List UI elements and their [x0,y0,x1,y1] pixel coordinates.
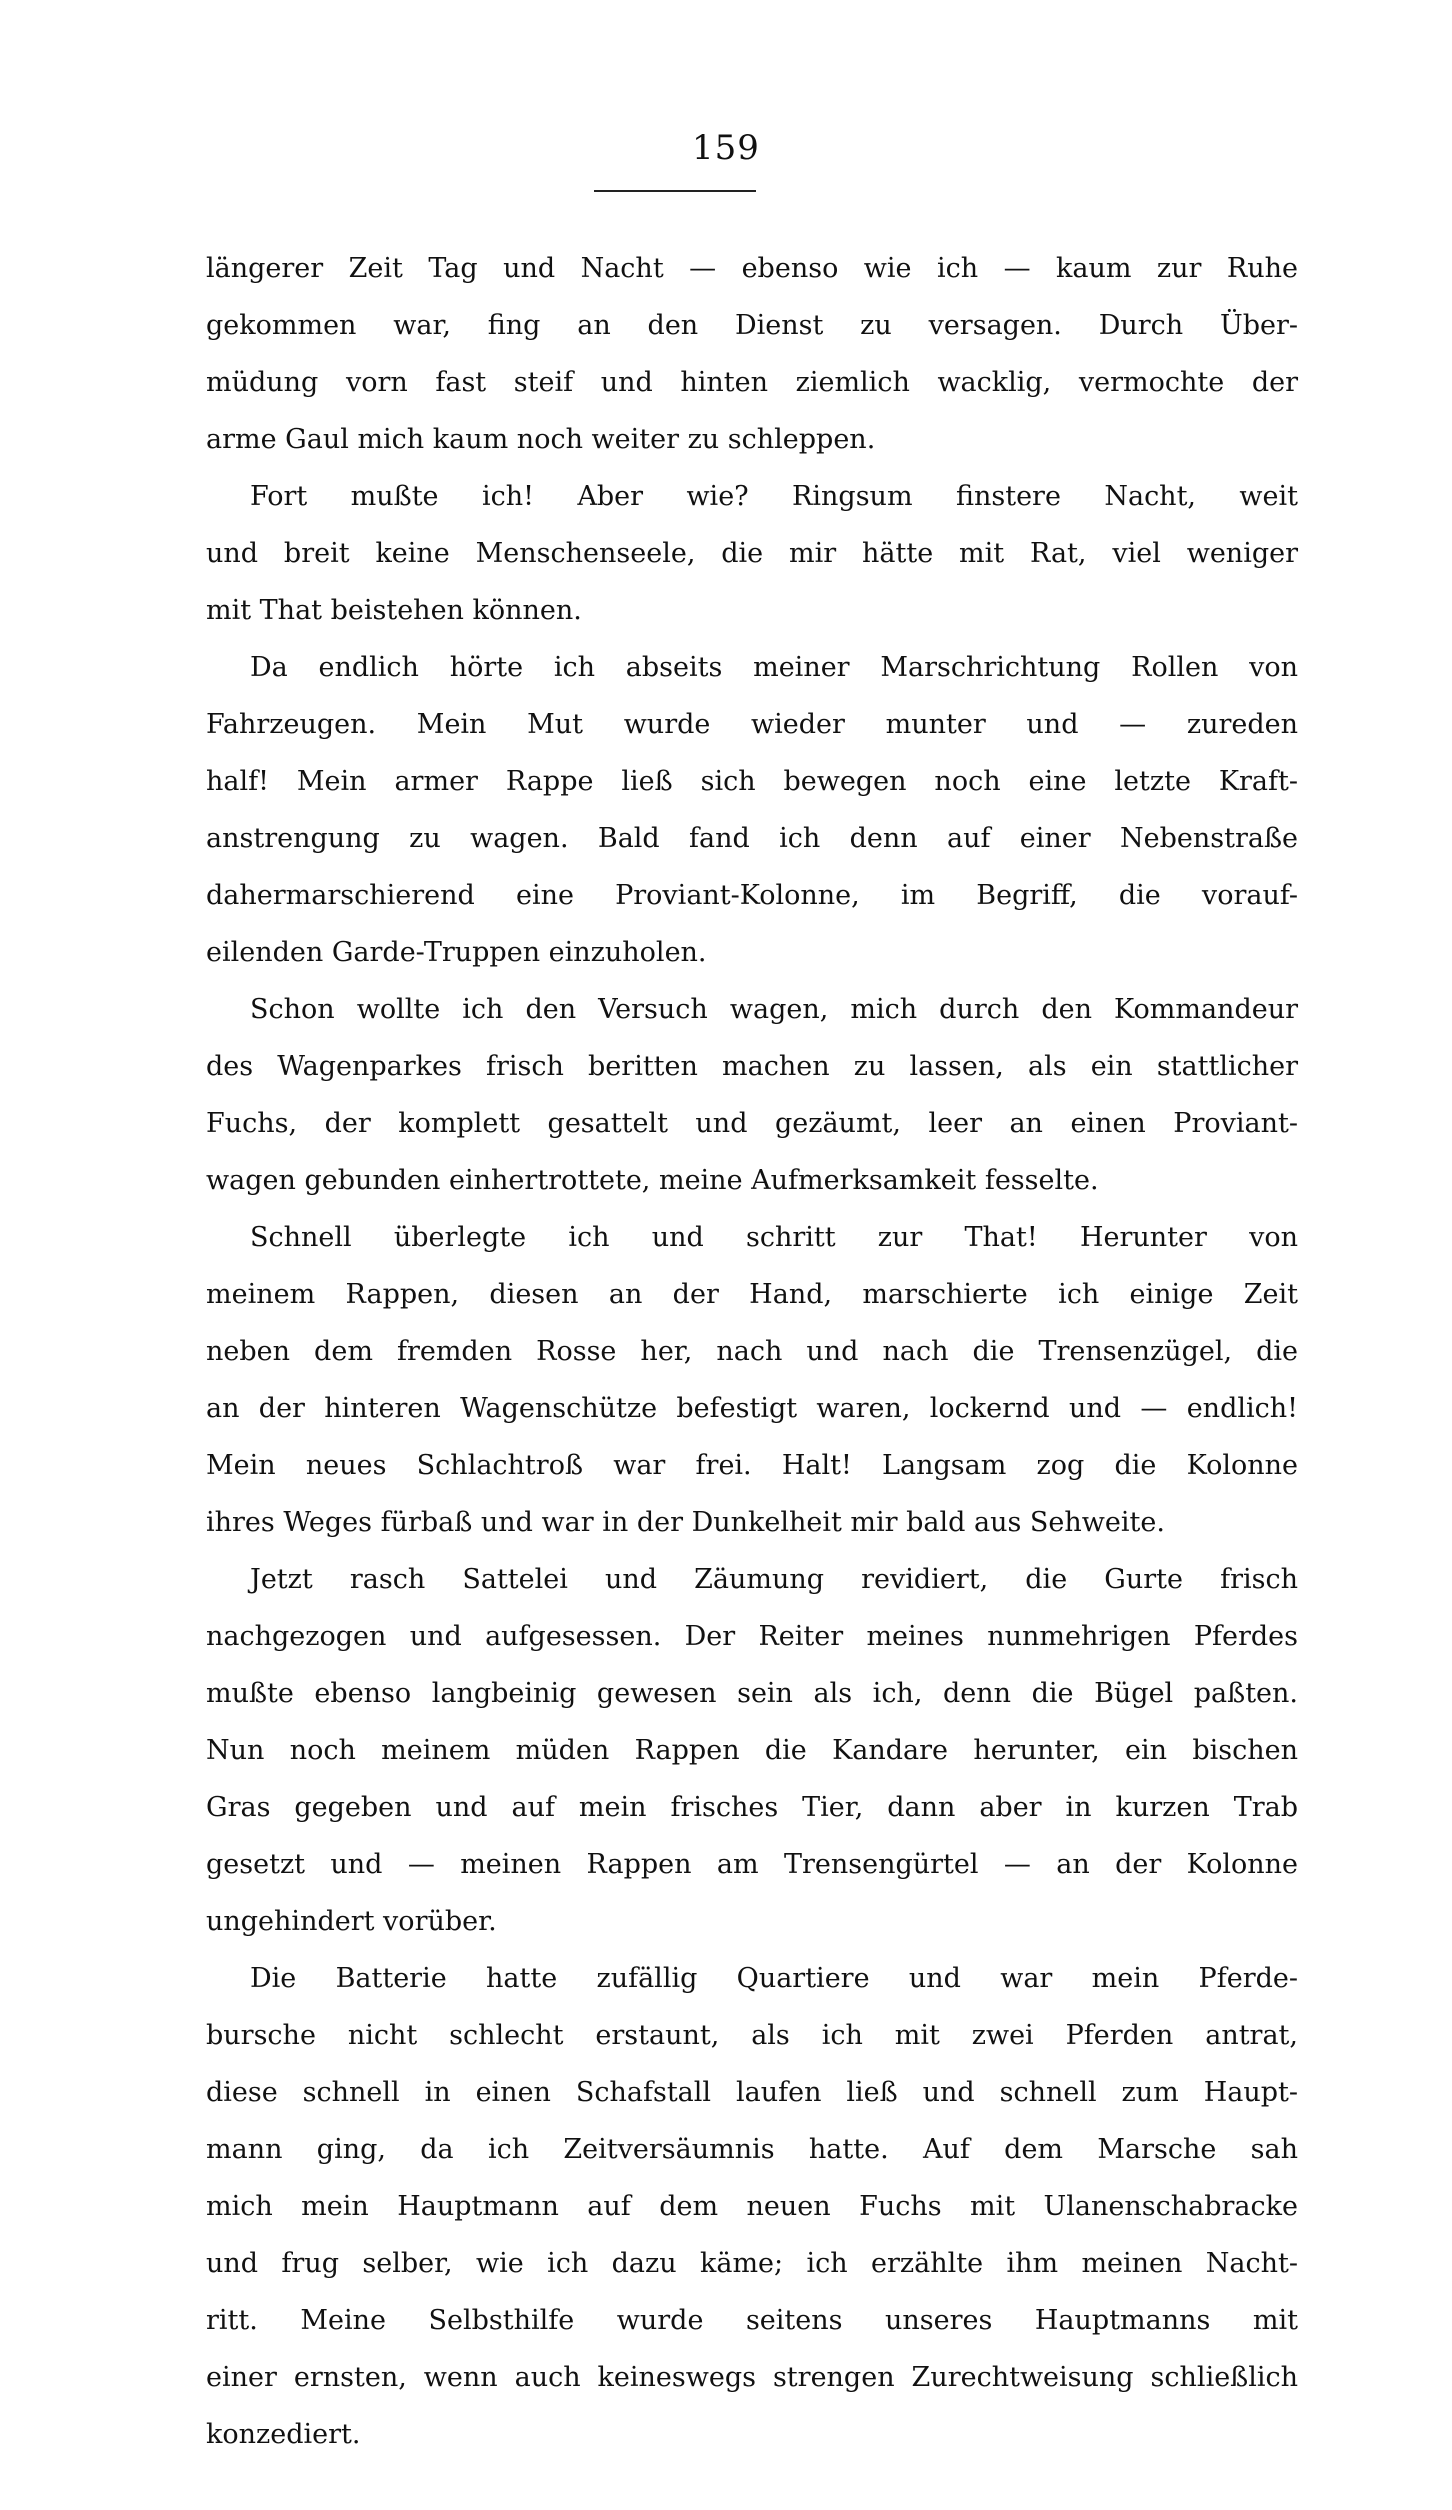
text-line: Schon wollte ich den Versuch wagen, mich durch den Kommandeur [250,994,1298,1025]
text-line: gesetzt und — meinen Rappen am Trensengürtel — an der Kolonne [206,1849,1298,1880]
text-line: neben dem fremden Rosse her, nach und nach die Trensenzügel, die [206,1336,1298,1367]
text-line: dahermarschierend eine Proviant-Kolonne, im Begriff, die vorauf- [206,880,1298,911]
header-rule [594,190,756,192]
text-line: Fort mußte ich! Aber wie? Ringsum finstere Nacht, weit [250,481,1298,512]
paragraph [206,468,1298,639]
text-line: müdung vorn fast steif und hinten ziemlich wacklig, vermochte der [206,367,1298,398]
text-line: bursche nicht schlecht erstaunt, als ich mit zwei Pferden antrat, [206,2020,1298,2051]
text-line: und frug selber, wie ich dazu käme; ich erzählte ihm meinen Nacht- [206,2248,1298,2279]
text-line: längerer Zeit Tag und Nacht — ebenso wie ich — kaum zur Ruhe [206,253,1298,284]
text-line: einer ernsten, wenn auch keineswegs strengen Zurechtweisung schließlich [206,2362,1298,2393]
text-line: Da endlich hörte ich abseits meiner Marschrichtung Rollen von [250,652,1298,683]
text-line: Mein neues Schlachtroß war frei. Halt! Langsam zog die Kolonne [206,1450,1298,1481]
text-line: an der hinteren Wagenschütze befestigt waren, lockernd und — endlich! [206,1393,1298,1424]
text-line: half! Mein armer Rappe ließ sich bewegen noch eine letzte Kraft- [206,766,1298,797]
text-line: anstrengung zu wagen. Bald fand ich denn auf einer Nebenstraße [206,823,1298,854]
text-line: mußte ebenso langbeinig gewesen sein als ich, denn die Bügel paßten. [206,1678,1298,1709]
text-line: Gras gegeben und auf mein frisches Tier, dann aber in kurzen Trab [206,1792,1298,1823]
text-line: des Wagenparkes frisch beritten machen zu lassen, als ein stattlicher [206,1051,1298,1082]
text-line: eilenden Garde-Truppen einzuholen. [206,937,707,968]
paragraph [206,1950,1298,2463]
text-line: Nun noch meinem müden Rappen die Kandare herunter, ein bischen [206,1735,1298,1766]
text-line: gekommen war, fing an den Dienst zu versagen. Durch Über- [206,310,1298,341]
text-line: ungehindert vorüber. [206,1906,497,1937]
text-line: mit That beistehen können. [206,595,582,626]
text-line: Fahrzeugen. Mein Mut wurde wieder munter und — zureden [206,709,1298,740]
text-line: Die Batterie hatte zufällig Quartiere und war mein Pferde- [250,1963,1298,1994]
paragraph [206,639,1298,981]
body-text [206,240,1298,2463]
text-line: Schnell überlegte ich und schritt zur That! Herunter von [250,1222,1298,1253]
text-line: nachgezogen und aufgesessen. Der Reiter meines nunmehrigen Pferdes [206,1621,1298,1652]
text-line: Fuchs, der komplett gesattelt und gezäumt, leer an einen Proviant- [206,1108,1298,1139]
text-line: konzediert. [206,2419,361,2450]
paragraph [206,981,1298,1209]
text-line: mich mein Hauptmann auf dem neuen Fuchs mit Ulanenschabracke [206,2191,1298,2222]
text-line: arme Gaul mich kaum noch weiter zu schleppen. [206,424,876,455]
paragraph [206,1551,1298,1950]
text-line: wagen gebunden einhertrottete, meine Aufmerksamkeit fesselte. [206,1165,1099,1196]
text-line: mann ging, da ich Zeitversäumnis hatte. Auf dem Marsche sah [206,2134,1298,2165]
text-line: und breit keine Menschenseele, die mir hätte mit Rat, viel weniger [206,538,1298,569]
paragraph [206,240,1298,468]
text-line: diese schnell in einen Schafstall laufen ließ und schnell zum Haupt- [206,2077,1298,2108]
text-line: ritt. Meine Selbsthilfe wurde seitens unseres Hauptmanns mit [206,2305,1298,2336]
text-line: Jetzt rasch Sattelei und Zäumung revidiert, die Gurte frisch [250,1564,1298,1595]
text-line: ihres Weges fürbaß und war in der Dunkelheit mir bald aus Sehweite. [206,1507,1165,1538]
paragraph [206,1209,1298,1551]
text-line: meinem Rappen, diesen an der Hand, marschierte ich einige Zeit [206,1279,1298,1310]
page-number: 159 [692,128,760,168]
